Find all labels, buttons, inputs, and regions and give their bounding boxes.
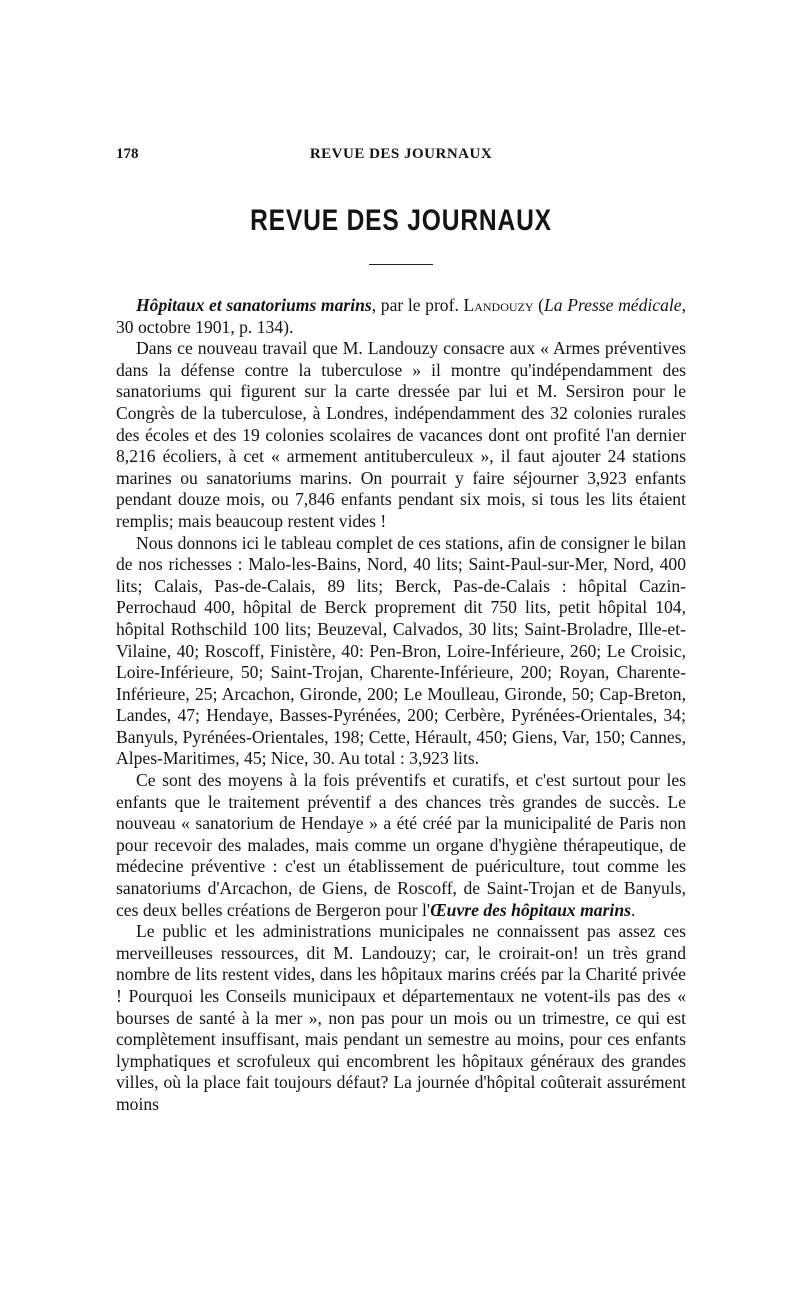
page-number: 178 <box>116 146 139 162</box>
journal-page <box>116 140 686 1116</box>
citation-journal: La Presse médicale <box>544 295 682 315</box>
paragraph-3-text: Ce sont des moyens à la fois préventifs et curatifs, et c'est surtout pour les enfants que le traitement préventif a des chances très grandes de succès. Le nouveau « sanatorium de Hendaye » a été créé par la municipalité de Paris non pour recevoir des malades, mais comme un organe d'hygiène thérapeutique, de médecine préventive : c'est un établissement de puériculture, tout comme les sanatoriums d'Arcachon, de Giens, de Roscoff, de Saint-Trojan et de Banyuls, ces deux belles créations de Bergeron pour l' <box>116 770 686 920</box>
paragraph-3-work-title: Œuvre des hôpitaux marins <box>430 899 631 920</box>
citation-open-paren: ( <box>533 295 545 315</box>
paragraph-3-end: . <box>630 899 636 920</box>
running-title: REVUE DES JOURNAUX <box>309 146 493 162</box>
paragraph-2: Nous donnons ici le tableau complet de ces stations, afin de consigner le bilan de nos richesses : Malo-les-Bains, Nord, 40 lits; Saint-Paul-sur-Mer, Nord, 400 lits; Calais, Pas-de-Calais, 89 lits; Berck, Pas-de-Calais : hôpital Cazin-Perrochaud 400, hôpital de Berck proprement dit 750 lits, petit hôpital 104, hôpital Rothschild 100 lits; Beuzeval, Calvados, 30 lits; Saint-Broladre, Ille-et-Vilaine, 40; Roscoff, Finistère, 40: Pen-Bron, Loire-Inférieure, 260; Le Croisic, Loire-Inférieure, 50; Saint-Trojan, Charente-Inférieure, 200; Royan, Charente-Inférieure, 25; Arcachon, Gironde, 200; Le Moulleau, Gironde, 50; Cap-Breton, Landes, 47; Hendaye, Basses-Pyrénées, 200; Cerbère, Pyrénées-Orientales, 34; Banyuls, Pyrénées-Orientales, 198; Cette, Hérault, 450; Giens, Var, 150; Cannes, Alpes-Maritimes, 45; Nice, 30. Au total : 3,923 lits. <box>116 532 686 769</box>
citation-byline: , par le prof. <box>371 295 464 315</box>
paragraph-4: Le public et les administrations municipales ne connaissent pas assez ces merveilleuses ressources, dit M. Landouzy; car, le croirait-on! un très grand nombre de lits restent vides, dans les hôpitaux marins créés par la Charité privée ! Pourquoi les Conseils municipaux et départementaux ne votent-ils pas des « bourses de santé à la mer », non pas pour un mois ou un trimestre, ce qui est complètement insuffisant, mais pendant un semestre au moins, pour ces enfants lymphatiques et scrofuleux qui encombrent les hôpitaux généraux des grandes villes, où la place fait toujours défaut? La journée d'hôpital coûterait assurément moins <box>116 921 686 1114</box>
paragraph-3 <box>116 770 686 921</box>
article-citation <box>116 295 686 338</box>
citation-author: Landouzy <box>463 295 534 315</box>
article-body <box>116 295 686 1116</box>
title-divider <box>369 264 433 265</box>
paragraph-1: Dans ce nouveau travail que M. Landouzy consacre aux « Armes préventives dans la défense contre la tuberculose » il montre qu'indépendamment des sanatoriums qui figurent sur la carte dressée par lui et M. Sersiron pour le Congrès de la tuberculose, à Londres, indépendamment des 32 colonies rurales des écoles et des 19 colonies scolaires de vacances dont ont profité l'an dernier 8,216 écoliers, à cet « armement antituberculeux », il faut ajouter 24 stations marines ou sanatoriums marins. On pourrait y faire séjourner 3,923 enfants pendant douze mois, ou 7,846 enfants pendant six mois, si tous les lits étaient remplis; mais beaucoup restent vides ! <box>116 338 686 531</box>
citation-details: , 30 octobre 1901, p. 134). <box>116 295 686 337</box>
running-header <box>116 140 686 170</box>
article-title: Hôpitaux et sanatoriums marins <box>136 295 372 315</box>
section-title: REVUE DES JOURNAUX <box>250 204 552 237</box>
